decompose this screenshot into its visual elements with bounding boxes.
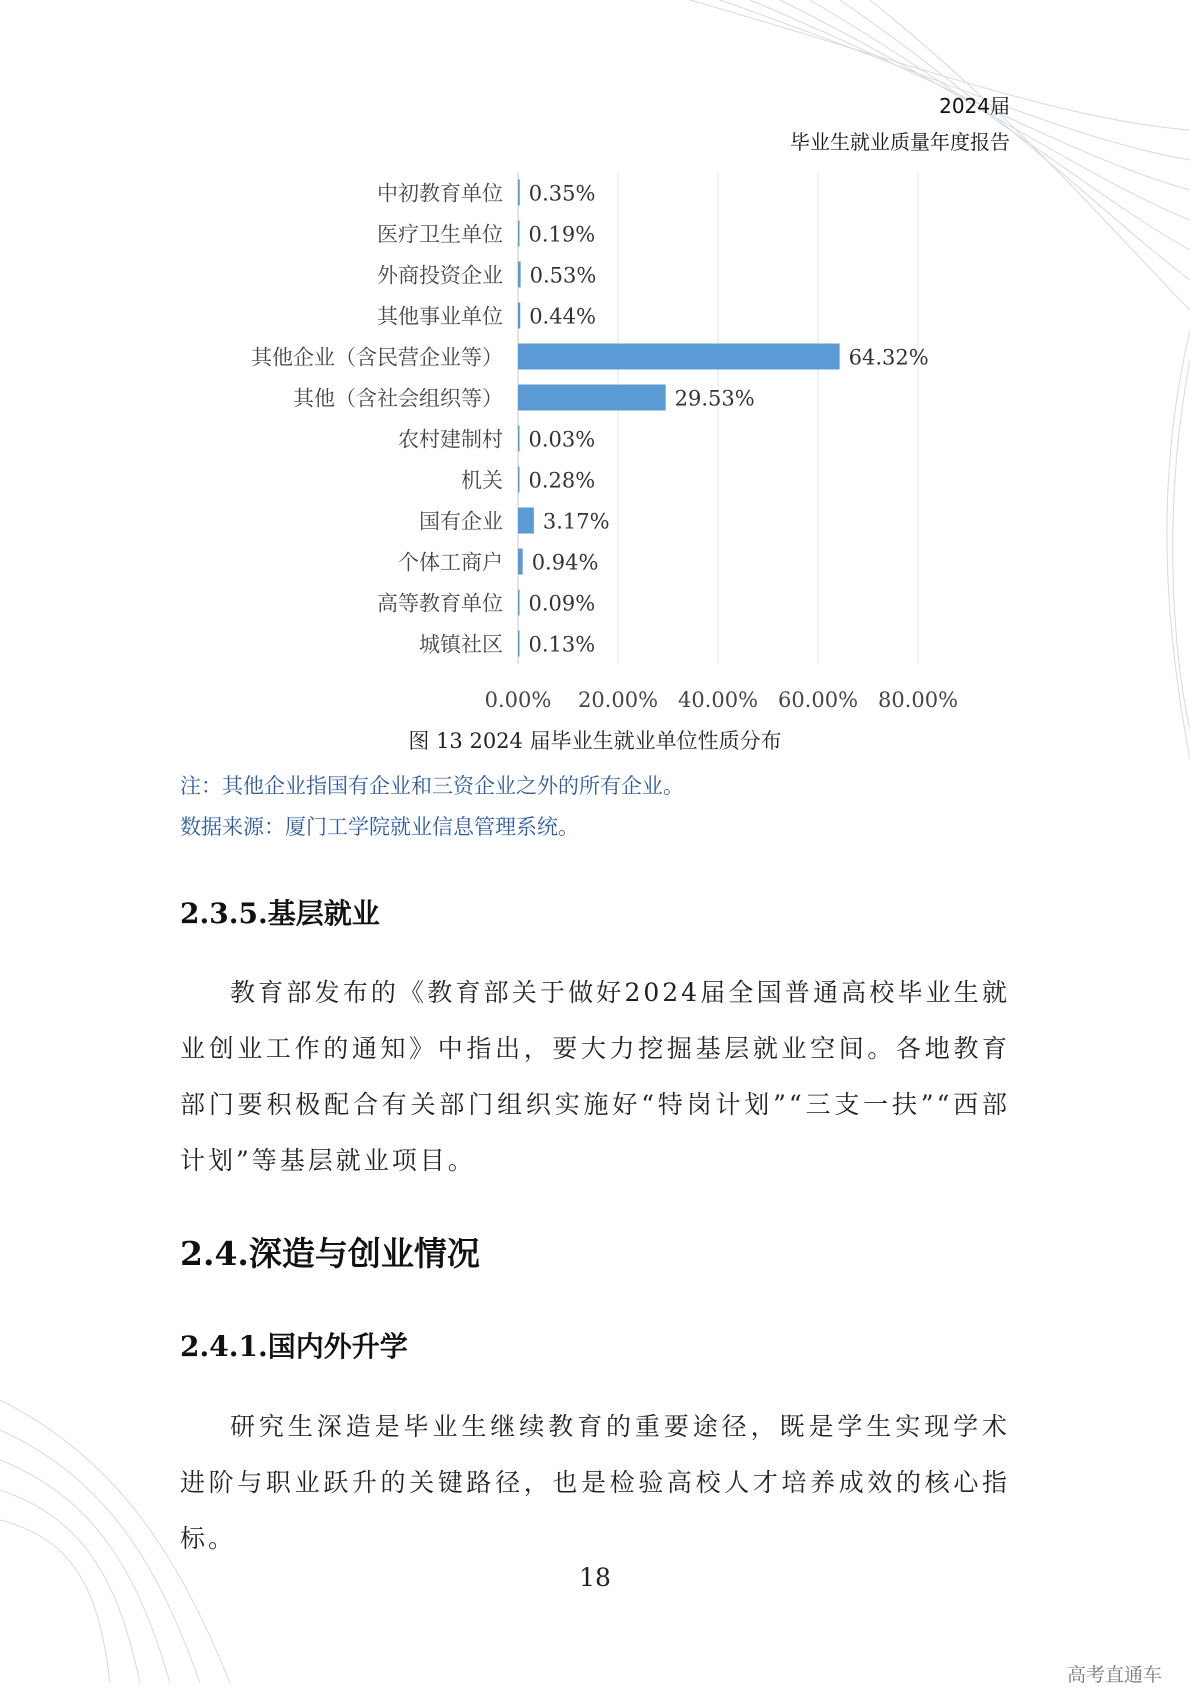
category-label: 国有企业 — [419, 509, 503, 534]
bar — [518, 631, 520, 657]
category-label: 外商投资企业 — [377, 263, 503, 288]
bar — [518, 590, 520, 616]
x-tick-label: 60.00% — [777, 688, 859, 712]
data-label: 3.17% — [542, 509, 610, 534]
category-label: 中初教育单位 — [377, 181, 503, 206]
x-tick-label: 40.00% — [677, 688, 759, 712]
x-tick-label: 0.00% — [484, 688, 552, 712]
bar — [518, 385, 666, 411]
section-2-3-5-title: 2.3.5.基层就业 — [180, 897, 380, 930]
category-label: 农村建制村 — [398, 427, 503, 452]
data-source-note: 数据来源：厦门工学院就业信息管理系统。 — [180, 815, 579, 839]
data-label: 64.32% — [848, 345, 929, 370]
section-2-4-title: 2.4.深造与创业情况 — [180, 1234, 480, 1273]
data-label: 0.44% — [529, 304, 596, 329]
bar — [518, 303, 520, 329]
data-label: 0.13% — [528, 632, 596, 657]
section-2-4-1-title: 2.4.1.国内外升学 — [180, 1330, 408, 1363]
bar — [518, 262, 521, 288]
chart-note: 注：其他企业指国有企业和三资企业之外的所有企业。 — [180, 774, 684, 798]
data-label: 0.35% — [528, 181, 596, 206]
x-tick-label: 20.00% — [577, 688, 659, 712]
category-label: 机关 — [461, 468, 503, 493]
bar — [518, 426, 520, 452]
bar — [518, 344, 840, 370]
category-label: 其他企业（含民营企业等） — [251, 345, 503, 370]
bar — [518, 221, 520, 247]
data-label: 0.09% — [528, 591, 596, 616]
header-year: 2024届 — [939, 94, 1010, 118]
bar — [518, 549, 523, 575]
figure-caption: 图 13 2024 届毕业生就业单位性质分布 — [408, 729, 782, 753]
category-label: 个体工商户 — [398, 550, 503, 575]
data-label: 0.03% — [528, 427, 596, 452]
category-label: 医疗卫生单位 — [377, 222, 503, 247]
category-label: 高等教育单位 — [377, 591, 503, 616]
bar — [518, 180, 520, 206]
header-title: 毕业生就业质量年度报告 — [790, 130, 1010, 154]
page-number: 18 — [579, 1563, 611, 1592]
x-tick-label: 80.00% — [877, 688, 959, 712]
bar — [518, 467, 520, 493]
data-label: 0.19% — [528, 222, 596, 247]
category-label: 城镇社区 — [419, 632, 503, 657]
data-label: 0.28% — [528, 468, 596, 493]
section-2-4-1-paragraph: 研究生深造是毕业生继续教育的重要途径，既是学生实现学术进阶与职业跃升的关键路径，也是检验高校人才培养成效的核心指标。 — [180, 1412, 1010, 1553]
data-label: 0.53% — [529, 263, 597, 288]
data-label: 0.94% — [531, 550, 599, 575]
category-label: 其他（含社会组织等） — [293, 386, 503, 411]
watermark-text: 高考直通车 — [1066, 1664, 1162, 1686]
data-label: 29.53% — [674, 386, 755, 411]
category-label: 其他事业单位 — [377, 304, 503, 329]
section-2-3-5-paragraph: 教育部发布的《教育部关于做好2024届全国普通高校毕业生就业创业工作的通知》中指出，要大力挖掘基层就业空间。各地教育部门要积极配合有关部门组织实施好“特岗计划”“三支一扶”“西部计划”等基层就业项目。 — [180, 978, 1010, 1175]
bar — [518, 508, 534, 534]
